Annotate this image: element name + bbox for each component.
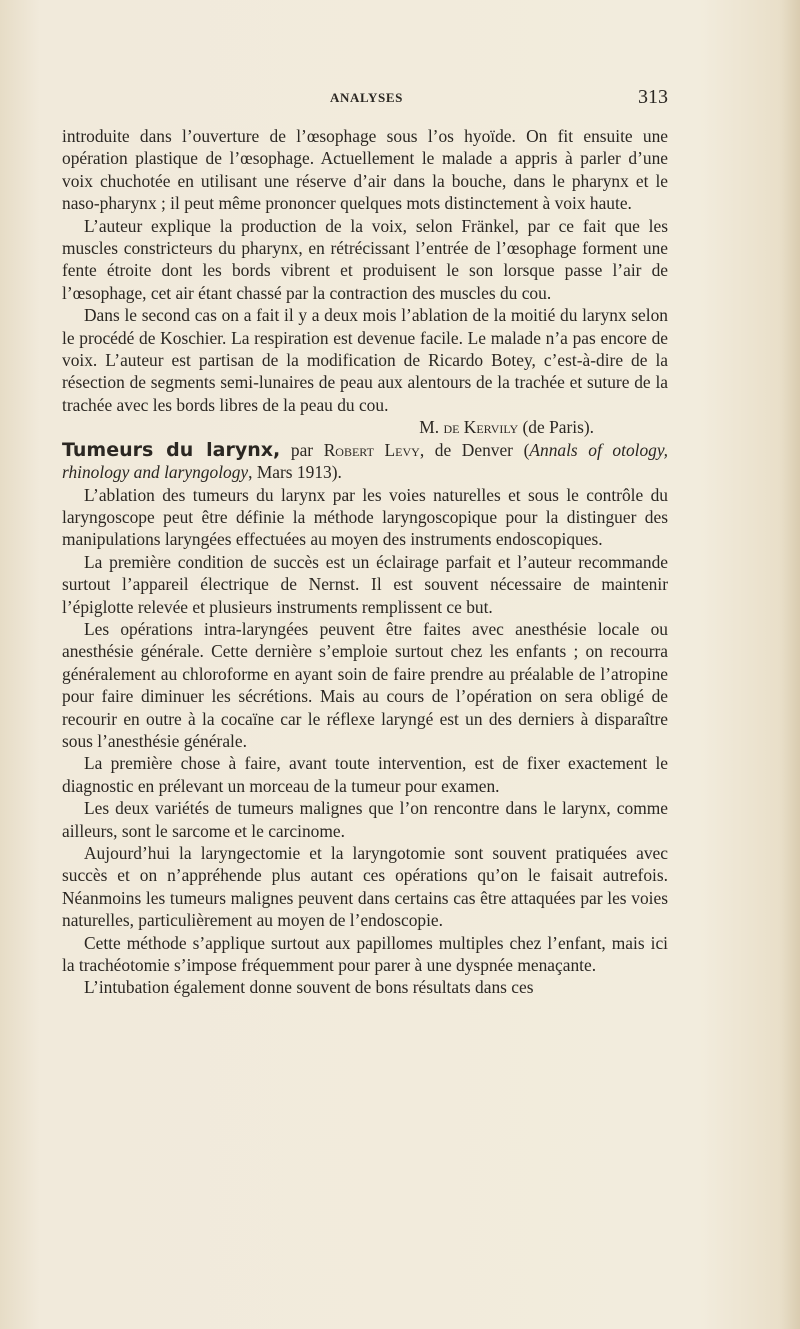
paragraph: L’intubation également donne souvent de bons résultats dans ces xyxy=(84,977,534,998)
paragraph: La première chose à faire, avant toute intervention, est de fixer exactement le diagnostic en prélevant un morceau de la tumeur pour examen. xyxy=(62,753,668,796)
signature-prefix: M. xyxy=(419,417,444,438)
page-number: 313 xyxy=(638,86,668,108)
journal-title: Annals of otology, rhinology and laryngology xyxy=(62,439,668,483)
signature-place: (de Paris). xyxy=(518,417,594,438)
article-date: , Mars 1913). xyxy=(248,462,342,483)
paragraph: Dans le second cas on a fait il y a deux mois l’ablation de la moitié du larynx selon le procédé de Koschier. La respiration est devenue facile. Le malade n’a pas encore de voix. L’auteur est partisan de la modification de Ricardo Botey, c’est-à-dire de la résection de segments semi-lunaires de peau aux alentours de la trachée et suture de la trachée avec les bords libres de la peau du cou. xyxy=(62,305,668,415)
article-title: Tumeurs du larynx, xyxy=(62,438,281,461)
running-head: ANALYSES xyxy=(330,90,403,105)
paragraph: L’auteur explique la production de la voix, selon Fränkel, par ce fait que les muscles constricteurs du pharynx, en rétrécissant l’entrée de l’œsophage forment une fente étroite dont les bords vibrent et produisent le son lorsque passe l’air de l’œsophage, cet air étant chassé par la contraction des muscles du cou. xyxy=(62,215,668,303)
paragraph: Les opérations intra-laryngées peuvent être faites avec anesthésie locale ou anesthésie générale. Cette dernière s’emploie surtout chez les enfants ; on recourra généralement au chloroforme en ayant soin de faire prendre au préalable de l’atropine pour faire diminuer les sécrétions. Mais au cours de l’opération on sera obligé de recourir en outre à la cocaïne car le réflexe laryngé est un des derniers à disparaître sous l’anesthésie générale. xyxy=(62,618,668,751)
signature xyxy=(62,416,594,438)
byline-mid: , de Denver ( xyxy=(419,439,530,460)
byline-pre: par xyxy=(280,439,324,460)
paragraph: La première condition de succès est un éclairage parfait et l’auteur recommande surtout l’appareil électrique de Nernst. Il est souvent nécessaire de maintenir l’épiglotte relevée et plusieurs instruments remplissent ce but. xyxy=(62,551,668,617)
paragraph: L’ablation des tumeurs du larynx par les voies naturelles et sous le contrôle du laryngoscope peut être définie la méthode laryngoscopique pour la distinguer des manipulations laryngées effectuées au moyen des instruments endoscopiques. xyxy=(62,484,668,550)
signature-name: de Kervily xyxy=(443,417,519,438)
paragraph: Cette méthode s’applique surtout aux papillomes multiples chez l’enfant, mais ici la trachéotomie s’impose fréquemment pour parer à une dyspnée menaçante. xyxy=(62,932,668,976)
article-author: Robert Levy xyxy=(323,439,420,460)
page-body xyxy=(62,125,668,999)
paragraph: Les deux variétés de tumeurs malignes que l’on rencontre dans le larynx, comme ailleurs, sont le sarcome et le carcinome. xyxy=(62,798,668,841)
paragraph: Aujourd’hui la laryngectomie et la laryngotomie sont souvent pratiquées avec succès et on n’appréhende plus autant ces opérations qu’on le faisait autrefois. Néanmoins les tumeurs malignes peuvent dans certains cas être attaquées par les voies naturelles, particulièrement au moyen de l’endoscopie. xyxy=(62,843,668,931)
page-header xyxy=(62,86,668,112)
paragraph: introduite dans l’ouverture de l’œsophage sous l’os hyoïde. On fit ensuite une opération plastique de l’œsophage. Actuellement le malade a appris à parler d’une voix chuchotée en utilisant une réserve d’air dans la bouche, dans le pharynx et le naso-pharynx ; il peut même prononcer quelques mots distinctement à voix haute. xyxy=(62,126,668,214)
article-heading xyxy=(62,439,668,484)
